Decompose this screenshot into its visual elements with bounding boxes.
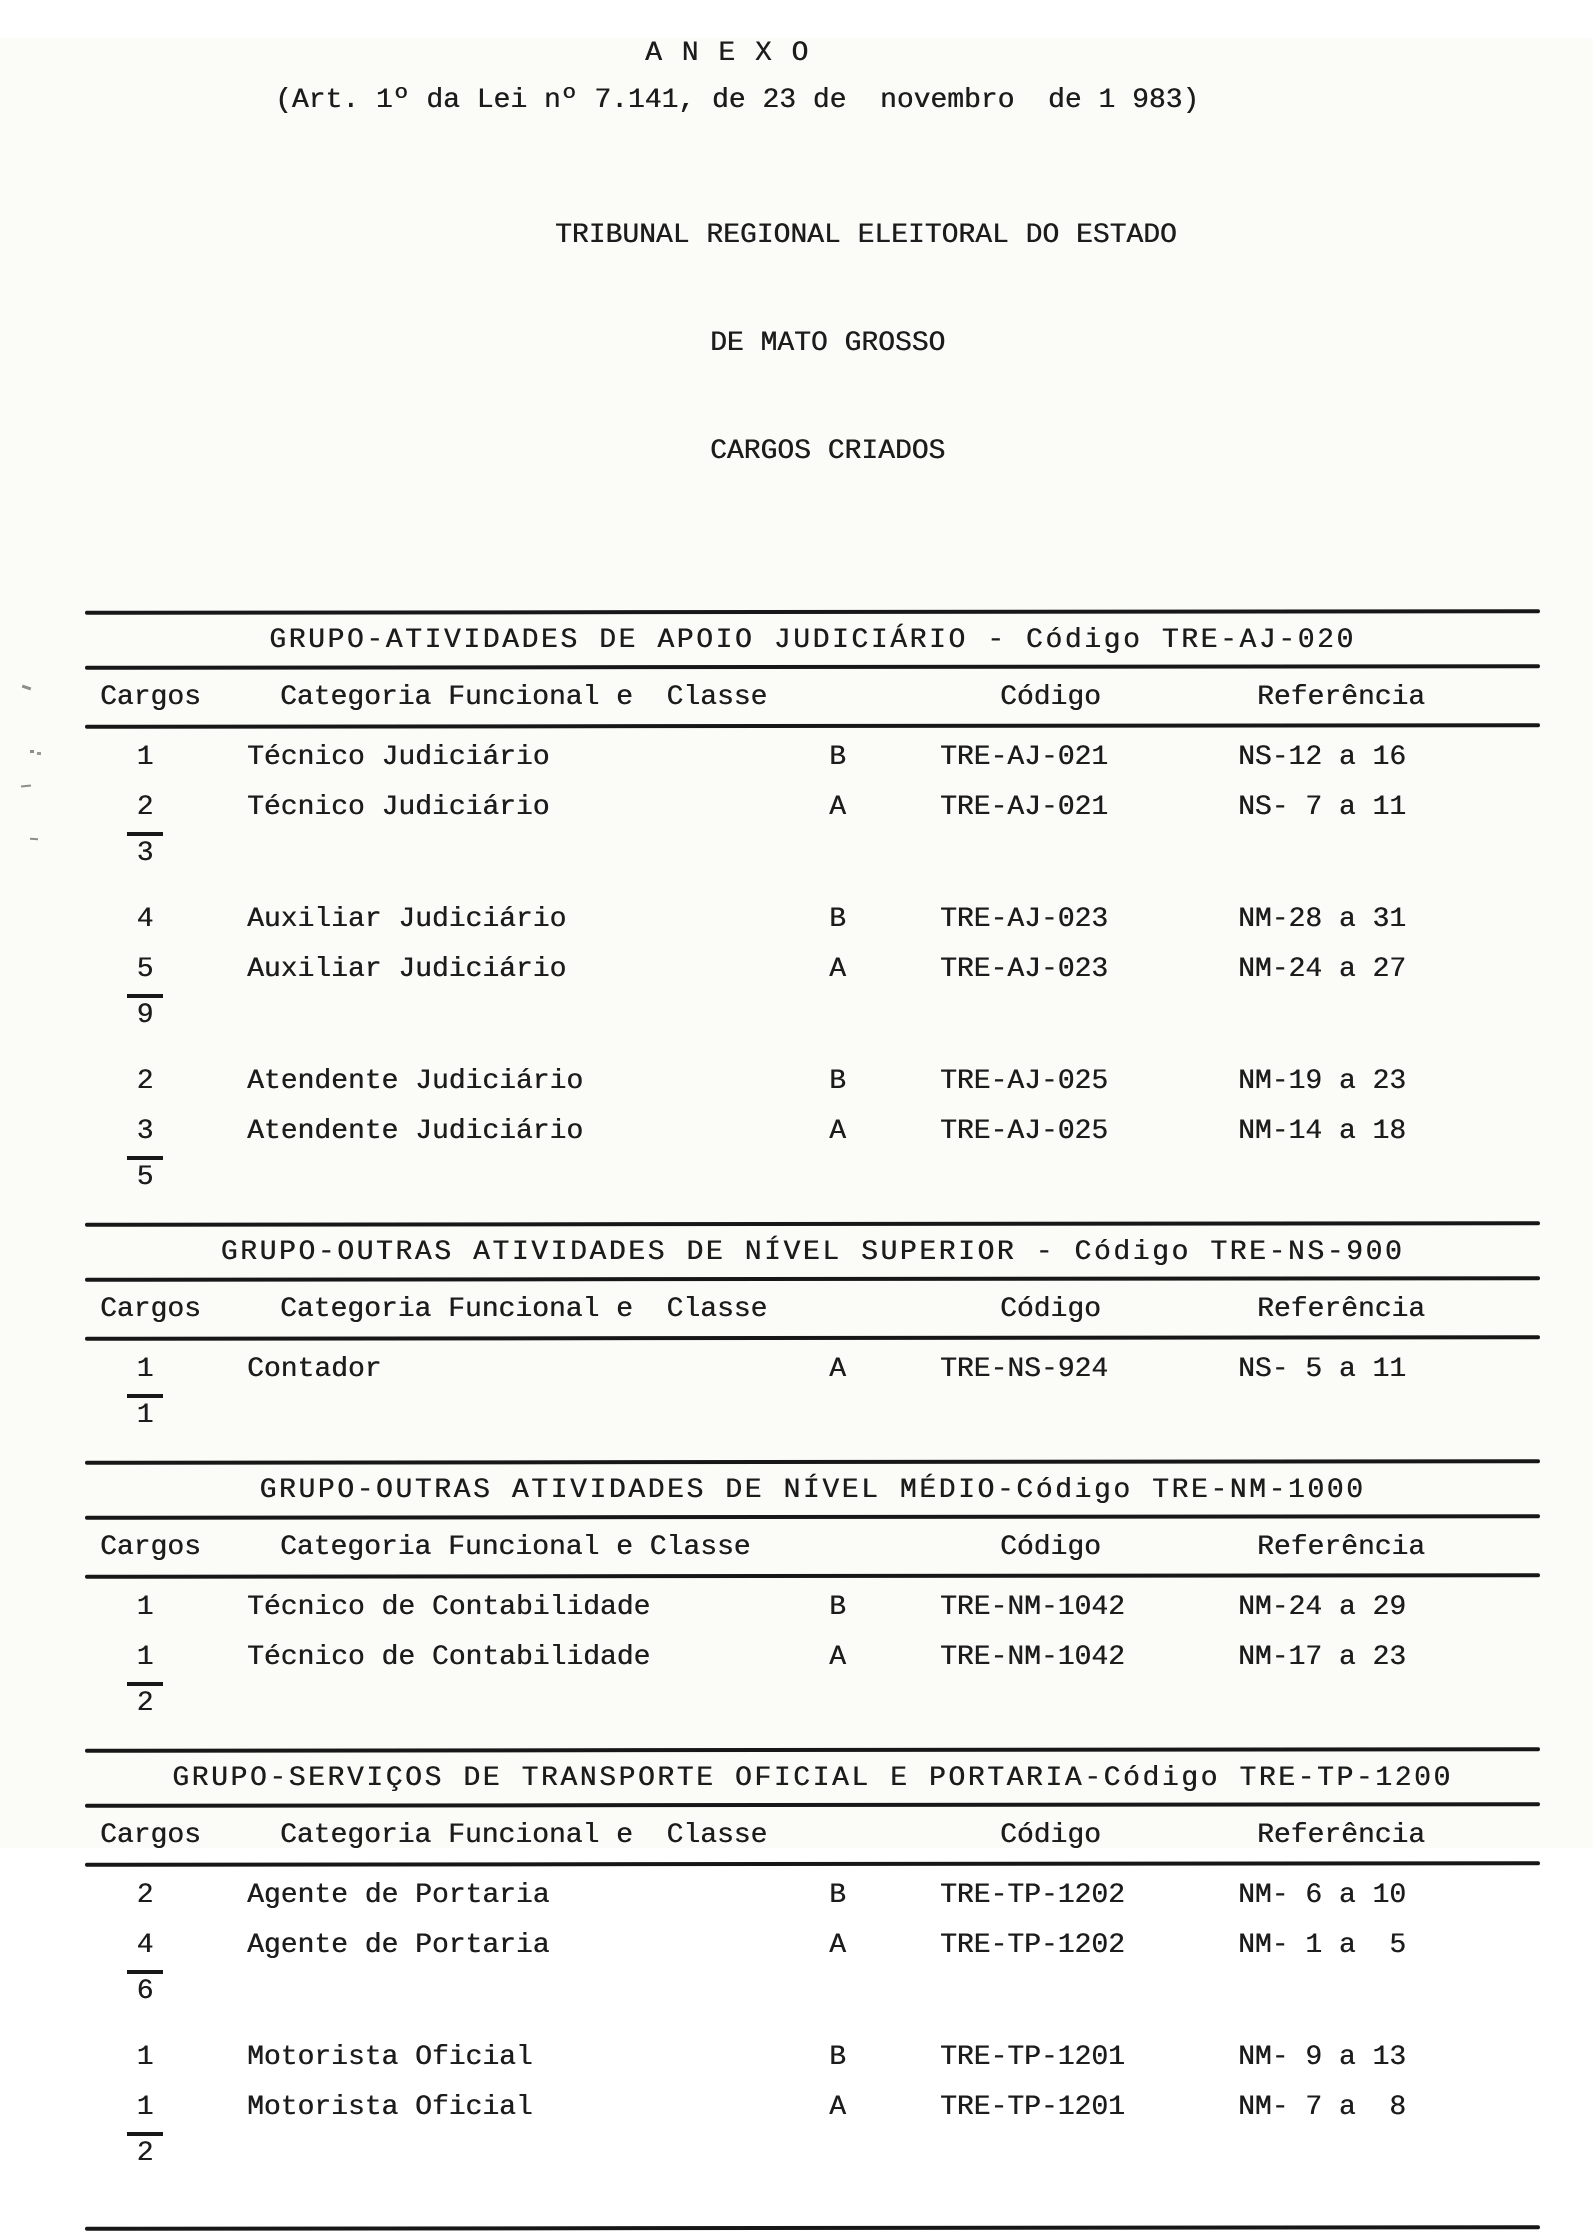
cell-referencia: NM-24 a 27 bbox=[1238, 953, 1407, 985]
table-row bbox=[85, 1582, 1540, 1632]
cell-referencia: NM- 9 a 13 bbox=[1238, 2041, 1407, 2073]
document-title: A N E X O bbox=[645, 38, 810, 69]
cell-codigo: TRE-AJ-023 bbox=[940, 953, 1109, 985]
subtotal-value: 3 bbox=[127, 832, 163, 870]
column-header-cargos: Cargos bbox=[100, 1532, 201, 1563]
cell-codigo: TRE-NM-1042 bbox=[940, 1641, 1125, 1673]
institution-line-1: TRIBUNAL REGIONAL ELEITORAL DO ESTADO bbox=[555, 220, 1177, 251]
cell-referencia: NM-19 a 23 bbox=[1238, 1065, 1407, 1097]
subtotal-row bbox=[85, 1970, 1540, 2010]
column-header-codigo: Código bbox=[1000, 1294, 1101, 1325]
cell-cargos: 1 bbox=[136, 1591, 154, 1623]
scan-artifact bbox=[30, 838, 38, 841]
cell-cargos: 1 bbox=[136, 2091, 154, 2123]
cell-cargos-total bbox=[85, 1970, 205, 2008]
cargo-group bbox=[85, 1460, 1540, 1748]
table-row bbox=[85, 1632, 1540, 1682]
cell-classe: B bbox=[829, 903, 846, 935]
cell-classe: B bbox=[829, 2041, 846, 2073]
cell-codigo: TRE-TP-1202 bbox=[940, 1929, 1125, 1961]
cell-codigo: TRE-AJ-025 bbox=[940, 1065, 1109, 1097]
cell-categoria: Atendente Judiciário bbox=[247, 1115, 584, 1147]
cell-cargos: 2 bbox=[136, 1065, 154, 1097]
table-rows bbox=[85, 1866, 1540, 2198]
cell-cargos: 1 bbox=[136, 741, 154, 773]
scan-artifact bbox=[21, 784, 31, 787]
cell-categoria: Agente de Portaria bbox=[247, 1879, 550, 1911]
cell-classe: B bbox=[829, 1879, 846, 1911]
table-row bbox=[85, 1920, 1540, 1970]
subtotal-value: 9 bbox=[127, 994, 163, 1032]
scan-artifact bbox=[30, 750, 34, 753]
cell-classe: A bbox=[829, 953, 846, 985]
cell-cargos: 1 bbox=[136, 1353, 154, 1385]
cell-referencia: NS- 7 a 11 bbox=[1238, 791, 1407, 823]
subtotal-value: 2 bbox=[127, 2132, 163, 2170]
column-header-cargos: Cargos bbox=[100, 1820, 201, 1851]
cell-codigo: TRE-NS-924 bbox=[940, 1353, 1109, 1385]
cell-codigo: TRE-TP-1201 bbox=[940, 2041, 1125, 2073]
table-row bbox=[85, 1106, 1540, 1156]
group-title: GRUPO-SERVIÇOS DE TRANSPORTE OFICIAL E PORTARIA-Código TRE-TP-1200 bbox=[172, 1763, 1453, 1794]
cell-referencia: NM-28 a 31 bbox=[1238, 903, 1407, 935]
cell-referencia: NS- 5 a 11 bbox=[1238, 1353, 1407, 1385]
cell-cargos: 3 bbox=[136, 1115, 154, 1147]
subtotal-row bbox=[85, 1682, 1540, 1722]
column-header-categoria-classe: Categoria Funcional e Classe bbox=[280, 1532, 751, 1563]
table-row bbox=[85, 782, 1540, 832]
column-header-codigo: Código bbox=[1000, 1820, 1101, 1851]
table-row bbox=[85, 1870, 1540, 1920]
row-gap bbox=[85, 1034, 1540, 1056]
column-header-categoria-classe: Categoria Funcional e Classe bbox=[280, 1294, 768, 1325]
cell-referencia: NM- 1 a 5 bbox=[1238, 1929, 1407, 1961]
cell-categoria: Contador bbox=[247, 1353, 382, 1385]
horizontal-rule bbox=[85, 2225, 1540, 2231]
column-header-referencia: Referência bbox=[1257, 682, 1426, 713]
cell-categoria: Técnico Judiciário bbox=[247, 791, 550, 823]
table-header-row bbox=[85, 1519, 1540, 1574]
column-header-codigo: Código bbox=[1000, 682, 1101, 713]
column-header-cargos: Cargos bbox=[100, 682, 201, 713]
cargo-groups bbox=[85, 610, 1540, 2198]
cell-cargos: 2 bbox=[136, 1879, 154, 1911]
cell-cargos-total bbox=[85, 994, 205, 1032]
cell-codigo: TRE-NM-1042 bbox=[940, 1591, 1125, 1623]
cell-classe: B bbox=[829, 741, 846, 773]
row-gap bbox=[85, 872, 1540, 894]
cell-codigo: TRE-TP-1201 bbox=[940, 2091, 1125, 2123]
subtotal-value: 6 bbox=[127, 1970, 163, 2008]
cell-classe: A bbox=[829, 1353, 846, 1385]
subtotal-row bbox=[85, 2132, 1540, 2172]
cell-codigo: TRE-AJ-025 bbox=[940, 1115, 1109, 1147]
cell-referencia: NM- 7 a 8 bbox=[1238, 2091, 1407, 2123]
cell-classe: A bbox=[829, 1929, 846, 1961]
institution-block bbox=[555, 146, 1540, 542]
subtotal-value: 2 bbox=[127, 1682, 163, 1720]
table-row bbox=[85, 1344, 1540, 1394]
subtotal-row bbox=[85, 1394, 1540, 1434]
cell-classe: B bbox=[829, 1591, 846, 1623]
cargo-group bbox=[85, 1748, 1540, 2198]
cell-codigo: TRE-TP-1202 bbox=[940, 1879, 1125, 1911]
cell-referencia: NS-12 a 16 bbox=[1238, 741, 1407, 773]
cell-cargos: 1 bbox=[136, 2041, 154, 2073]
cell-referencia: NM-14 a 18 bbox=[1238, 1115, 1407, 1147]
cell-cargos: 1 bbox=[136, 1641, 154, 1673]
cell-classe: A bbox=[829, 2091, 846, 2123]
column-header-codigo: Código bbox=[1000, 1532, 1101, 1563]
subtotal-row bbox=[85, 1156, 1540, 1196]
table-row bbox=[85, 2032, 1540, 2082]
cargo-group bbox=[85, 1222, 1540, 1460]
cell-codigo: TRE-AJ-023 bbox=[940, 903, 1109, 935]
cell-cargos: 4 bbox=[136, 1929, 154, 1961]
cell-cargos-total bbox=[85, 2132, 205, 2170]
cell-codigo: TRE-AJ-021 bbox=[940, 741, 1109, 773]
subtotal-value: 1 bbox=[127, 1394, 163, 1432]
cargo-group bbox=[85, 610, 1540, 1222]
cell-categoria: Atendente Judiciário bbox=[247, 1065, 584, 1097]
column-header-referencia: Referência bbox=[1257, 1820, 1426, 1851]
row-gap bbox=[85, 2010, 1540, 2032]
cell-cargos: 5 bbox=[136, 953, 154, 985]
cell-cargos: 2 bbox=[136, 791, 154, 823]
table-rows bbox=[85, 728, 1540, 1222]
document-page bbox=[0, 38, 1593, 2169]
table-row bbox=[85, 2082, 1540, 2132]
cell-categoria: Técnico de Contabilidade bbox=[247, 1591, 651, 1623]
column-header-categoria-classe: Categoria Funcional e Classe bbox=[280, 682, 768, 713]
cell-classe: B bbox=[829, 1065, 846, 1097]
law-reference: (Art. 1º da Lei nº 7.141, de 23 de novembro de 1 983) bbox=[275, 85, 1200, 116]
cell-categoria: Auxiliar Judiciário bbox=[247, 903, 567, 935]
table-rows bbox=[85, 1340, 1540, 1460]
table-rows bbox=[85, 1578, 1540, 1748]
institution-line-3: CARGOS CRIADOS bbox=[710, 436, 946, 467]
scan-artifact bbox=[22, 685, 31, 691]
institution-line-2: DE MATO GROSSO bbox=[710, 328, 946, 359]
column-header-cargos: Cargos bbox=[100, 1294, 201, 1325]
subtotal-value: 5 bbox=[127, 1156, 163, 1194]
cell-cargos: 4 bbox=[136, 903, 154, 935]
cell-referencia: NM-17 a 23 bbox=[1238, 1641, 1407, 1673]
cell-referencia: NM- 6 a 10 bbox=[1238, 1879, 1407, 1911]
cell-cargos-total bbox=[85, 832, 205, 870]
group-title: GRUPO-ATIVIDADES DE APOIO JUDICIÁRIO - Código TRE-AJ-020 bbox=[269, 625, 1356, 656]
cell-classe: A bbox=[829, 791, 846, 823]
cell-classe: A bbox=[829, 1115, 846, 1147]
column-header-referencia: Referência bbox=[1257, 1294, 1426, 1325]
cell-categoria: Auxiliar Judiciário bbox=[247, 953, 567, 985]
cell-classe: A bbox=[829, 1641, 846, 1673]
cell-cargos-total bbox=[85, 1394, 205, 1432]
table-header-row bbox=[85, 1281, 1540, 1336]
table-row bbox=[85, 732, 1540, 782]
table-row bbox=[85, 894, 1540, 944]
cell-codigo: TRE-AJ-021 bbox=[940, 791, 1109, 823]
column-header-categoria-classe: Categoria Funcional e Classe bbox=[280, 1820, 768, 1851]
table-header-row bbox=[85, 1807, 1540, 1862]
group-title: GRUPO-OUTRAS ATIVIDADES DE NÍVEL SUPERIOR - Código TRE-NS-900 bbox=[220, 1237, 1405, 1268]
cell-categoria: Agente de Portaria bbox=[247, 1929, 550, 1961]
group-title: GRUPO-OUTRAS ATIVIDADES DE NÍVEL MÉDIO-Código TRE-NM-1000 bbox=[259, 1475, 1366, 1506]
cell-cargos-total bbox=[85, 1682, 205, 1720]
cell-cargos-total bbox=[85, 1156, 205, 1194]
cell-categoria: Técnico Judiciário bbox=[247, 741, 550, 773]
cell-categoria: Motorista Oficial bbox=[247, 2091, 533, 2123]
cell-categoria: Motorista Oficial bbox=[247, 2041, 533, 2073]
table-row bbox=[85, 1056, 1540, 1106]
subtotal-row bbox=[85, 994, 1540, 1034]
subtotal-row bbox=[85, 832, 1540, 872]
cell-categoria: Técnico de Contabilidade bbox=[247, 1641, 651, 1673]
table-header-row bbox=[85, 669, 1540, 724]
table-row bbox=[85, 944, 1540, 994]
cell-referencia: NM-24 a 29 bbox=[1238, 1591, 1407, 1623]
column-header-referencia: Referência bbox=[1257, 1532, 1426, 1563]
